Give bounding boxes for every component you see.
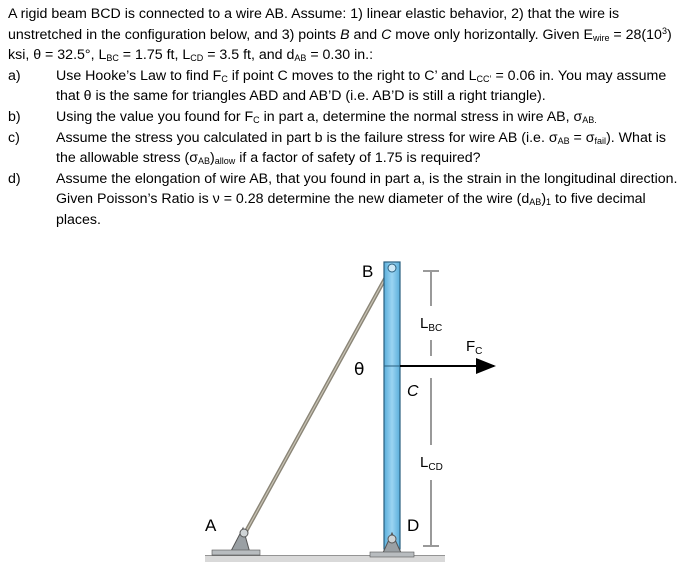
part-a-label: a) — [8, 67, 21, 84]
part-d-label: d) — [8, 170, 21, 187]
label-c: C — [407, 383, 419, 400]
wire-ab-highlight — [244, 266, 392, 535]
part-b-label: b) — [8, 108, 21, 125]
part-b: b) Using the value you found for $F_C$ in part a, determine the normal stress in wire AB, $\sigma_{AB.}$ — [8, 107, 686, 128]
joint-b — [388, 264, 396, 272]
label-fc: $F_C$ — [466, 338, 483, 357]
part-a: a) Use Hooke’s Law to find $F_C$ if point C moves to the right to C’ and $L_{CC’} = 0.06$ in. You may assume that θ is the same for triangles ABD and AB’D (i.e. AB’D is still a right triangle). — [8, 67, 667, 105]
pin-support-d — [370, 533, 414, 557]
label-lbc: $L_{BC}$ — [420, 315, 443, 334]
problem-intro: A rigid beam BCD is connected to a wire AB. Assume: 1) linear elastic behavior, 2) that the wire is unstretched in the configuration below, and 3) points B and C move only horizontally. Given $E_{wire} = 28(10^3)$ ksi, θ = 32.5°, $L_{BC} = 1.75$ ft, $L_{CD} = 3.5$ ft, and $d_{AB} = 0.30$ in.: — [8, 6, 672, 64]
part-c: c) Assume the stress you calculated in part b is the failure stress for wire AB (i.e. $\sigma_{AB} = \sigma_{fail}$). What is the allowable stress $(\sigma_{AB})_{allow}$ if a factor of safety of 1.75 is required? — [8, 129, 666, 167]
label-b: B — [362, 262, 374, 281]
label-lcd: $L_{CD}$ — [420, 454, 443, 473]
label-d: D — [407, 516, 420, 535]
pin-support-a — [212, 528, 260, 555]
beam-bcd — [384, 262, 400, 549]
label-theta: θ — [354, 360, 365, 380]
part-c-label: c) — [8, 129, 20, 146]
label-a: A — [205, 516, 217, 535]
part-d: d) Assume the elongation of wire AB, that you found in part a, is the strain in the longitudinal direction. Given Poisson’s Ratio is ν = 0.28 determine the new diameter of the wire $(d_{AB})_1$ to five decimal places. — [8, 170, 678, 228]
